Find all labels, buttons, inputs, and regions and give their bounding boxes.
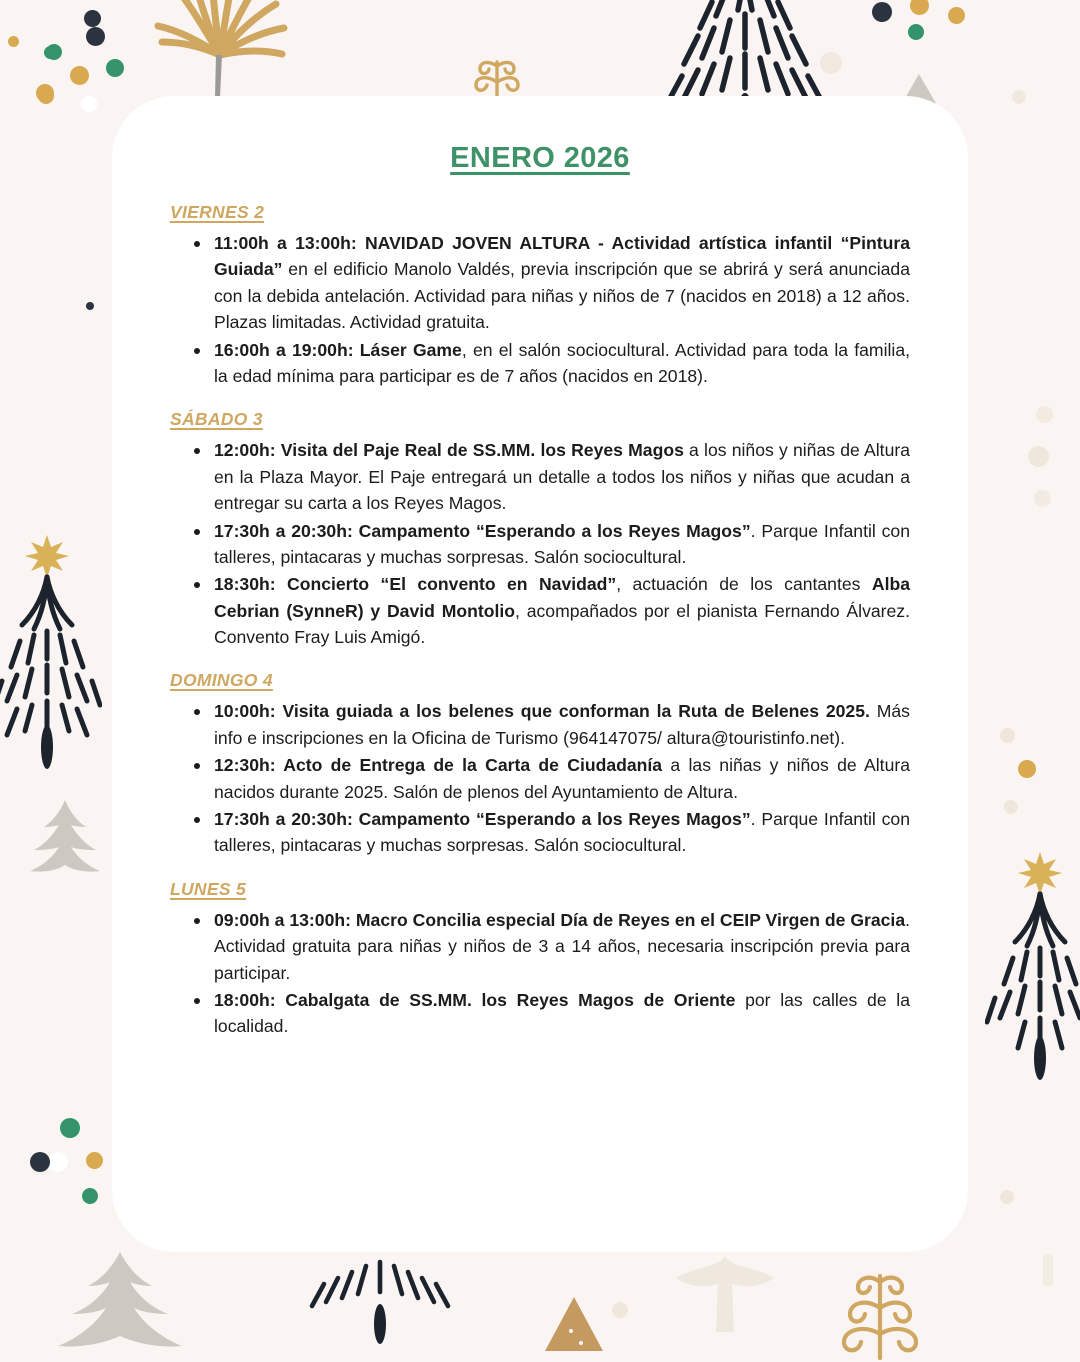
event-highlight: 16:00h a 19:00h: Láser Game bbox=[214, 339, 462, 360]
confetti-dot bbox=[86, 27, 105, 46]
confetti-dot bbox=[86, 302, 94, 310]
sketch-tree-with-star-right-icon bbox=[985, 842, 1080, 1092]
event-item bbox=[192, 571, 910, 650]
event-detail: en el edificio Manolo Valdés, previa inscripción que se abrirá y será anunciada con la debida antelación. Actividad para niñas y niños de 7 (nacidos en 2018) a 12 años. Plazas limitadas. Actividad gratuita. bbox=[214, 259, 910, 333]
day-event-list bbox=[192, 698, 910, 858]
day-event-list bbox=[192, 907, 910, 1040]
confetti-dot bbox=[60, 1118, 80, 1138]
event-highlight: 17:30h a 20:30h: Campamento “Esperando a los Reyes Magos” bbox=[214, 809, 751, 830]
event-detail: , acompañados por el pianista Fernando Álvarez. Convento Fray Luis Amigó. bbox=[214, 600, 910, 648]
confetti-dot bbox=[30, 1152, 50, 1172]
cream-bar-decor bbox=[1043, 1253, 1053, 1287]
event-detail: por las calles de la localidad. bbox=[214, 989, 910, 1037]
event-item bbox=[192, 698, 910, 751]
event-detail: a los niños y niñas de Altura en la Plaza Mayor. El Paje entregará un detalle a todos los niños y niñas que acudan a entregar su carta a los Reyes Magos. bbox=[214, 440, 910, 514]
confetti-dot bbox=[1018, 760, 1036, 778]
day-heading: VIERNES 2 bbox=[170, 202, 265, 222]
event-detail: a las niñas y niños de Altura nacidos durante 2025. Salón de plenos del Ayuntamiento de Altura. bbox=[214, 755, 911, 802]
event-item bbox=[192, 907, 910, 986]
event-item bbox=[192, 230, 910, 336]
sketch-tree-with-star-icon bbox=[0, 525, 102, 775]
confetti-dot bbox=[1034, 490, 1051, 507]
event-item bbox=[192, 806, 910, 859]
confetti-dot bbox=[84, 10, 101, 27]
confetti-dot bbox=[948, 7, 965, 24]
confetti-dot bbox=[1000, 1190, 1014, 1204]
event-item bbox=[192, 437, 910, 516]
day-heading: LUNES 5 bbox=[170, 878, 247, 899]
tan-triangle-tree-icon bbox=[543, 1295, 605, 1353]
event-item bbox=[192, 518, 910, 571]
day-event-list bbox=[192, 437, 910, 650]
confetti-dot bbox=[106, 59, 124, 77]
event-highlight: 09:00h a 13:00h: Macro Concilia especial Día de Reyes en el CEIP Virgen de Gracia bbox=[214, 909, 906, 930]
confetti-dot bbox=[1036, 406, 1053, 423]
confetti-dot bbox=[1028, 446, 1049, 467]
confetti-dot bbox=[820, 52, 842, 74]
event-item bbox=[192, 752, 910, 805]
event-detail: , actuación de los cantantes bbox=[616, 574, 872, 595]
confetti-dot bbox=[910, 0, 929, 15]
confetti-dot bbox=[908, 24, 924, 40]
event-item bbox=[192, 987, 910, 1040]
confetti-dot bbox=[81, 96, 97, 112]
sketch-tree-icon bbox=[650, 0, 840, 105]
event-detail: . Parque Infantil con talleres, pintacaras y muchas sorpresas. Salón sociocultural. bbox=[214, 809, 910, 856]
confetti-dot bbox=[70, 66, 89, 85]
event-highlight: 18:00h: Cabalgata de SS.MM. los Reyes Magos de Oriente bbox=[214, 989, 736, 1010]
day-event-list bbox=[192, 230, 910, 389]
confetti-dot bbox=[46, 44, 62, 60]
event-highlight: 12:30h: Acto de Entrega de la Carta de Ciudadanía bbox=[214, 755, 663, 776]
confetti-dot bbox=[44, 46, 57, 59]
gray-fir-tree-icon bbox=[50, 1252, 190, 1362]
gray-fir-small-icon bbox=[30, 800, 100, 875]
event-detail: , en el salón sociocultural. Actividad para toda la familia, la edad mínima para participar es de 7 años (nacidos en 2018). bbox=[214, 339, 910, 386]
confetti-dot bbox=[48, 1152, 68, 1172]
confetti-dot bbox=[1004, 800, 1018, 814]
day-heading: SÁBADO 3 bbox=[170, 409, 263, 430]
event-highlight: 12:00h: Visita del Paje Real de SS.MM. los Reyes Magos bbox=[214, 440, 684, 461]
sketch-tree-bottom-icon bbox=[300, 1248, 460, 1358]
schedule-container bbox=[170, 202, 910, 1040]
confetti-dot bbox=[1000, 728, 1015, 743]
page-title: ENERO 2026 bbox=[450, 142, 630, 174]
event-highlight: Alba Cebrian (SynneR) y David Montolio bbox=[214, 574, 910, 621]
confetti-dot bbox=[612, 1302, 628, 1318]
confetti-dot bbox=[86, 1152, 103, 1169]
confetti-dot bbox=[36, 84, 54, 102]
gold-ornate-tree-icon bbox=[830, 1270, 930, 1360]
cream-mushroom-icon bbox=[660, 1252, 790, 1342]
day-heading: DOMINGO 4 bbox=[170, 670, 273, 691]
event-highlight: 17:30h a 20:30h: Campamento “Esperando a los Reyes Magos” bbox=[214, 520, 751, 541]
event-item bbox=[192, 337, 910, 390]
confetti-dot bbox=[82, 1188, 98, 1204]
confetti-dot bbox=[1012, 90, 1026, 104]
event-detail: Más info e inscripciones en la Oficina de Turismo (964147075/ altura@touristinfo.net). bbox=[214, 701, 910, 748]
confetti-dot bbox=[8, 36, 19, 47]
event-detail: . Actividad gratuita para niñas y niños de 3 a 14 años, necesaria inscripción previa para participar. bbox=[214, 909, 910, 983]
confetti-dot bbox=[872, 2, 892, 22]
confetti-dot bbox=[38, 88, 54, 104]
event-highlight: 18:30h: Concierto “El convento en Navidad” bbox=[214, 574, 617, 595]
event-highlight: 11:00h a 13:00h: NAVIDAD JOVEN ALTURA - Actividad artística infantil “Pintura Guiada” bbox=[214, 233, 910, 280]
program-card bbox=[112, 96, 968, 1252]
event-detail: . Parque Infantil con talleres, pintacaras y muchas sorpresas. Salón sociocultural. bbox=[214, 520, 910, 567]
event-highlight: 10:00h: Visita guiada a los belenes que conforman la Ruta de Belenes 2025. bbox=[214, 701, 870, 722]
